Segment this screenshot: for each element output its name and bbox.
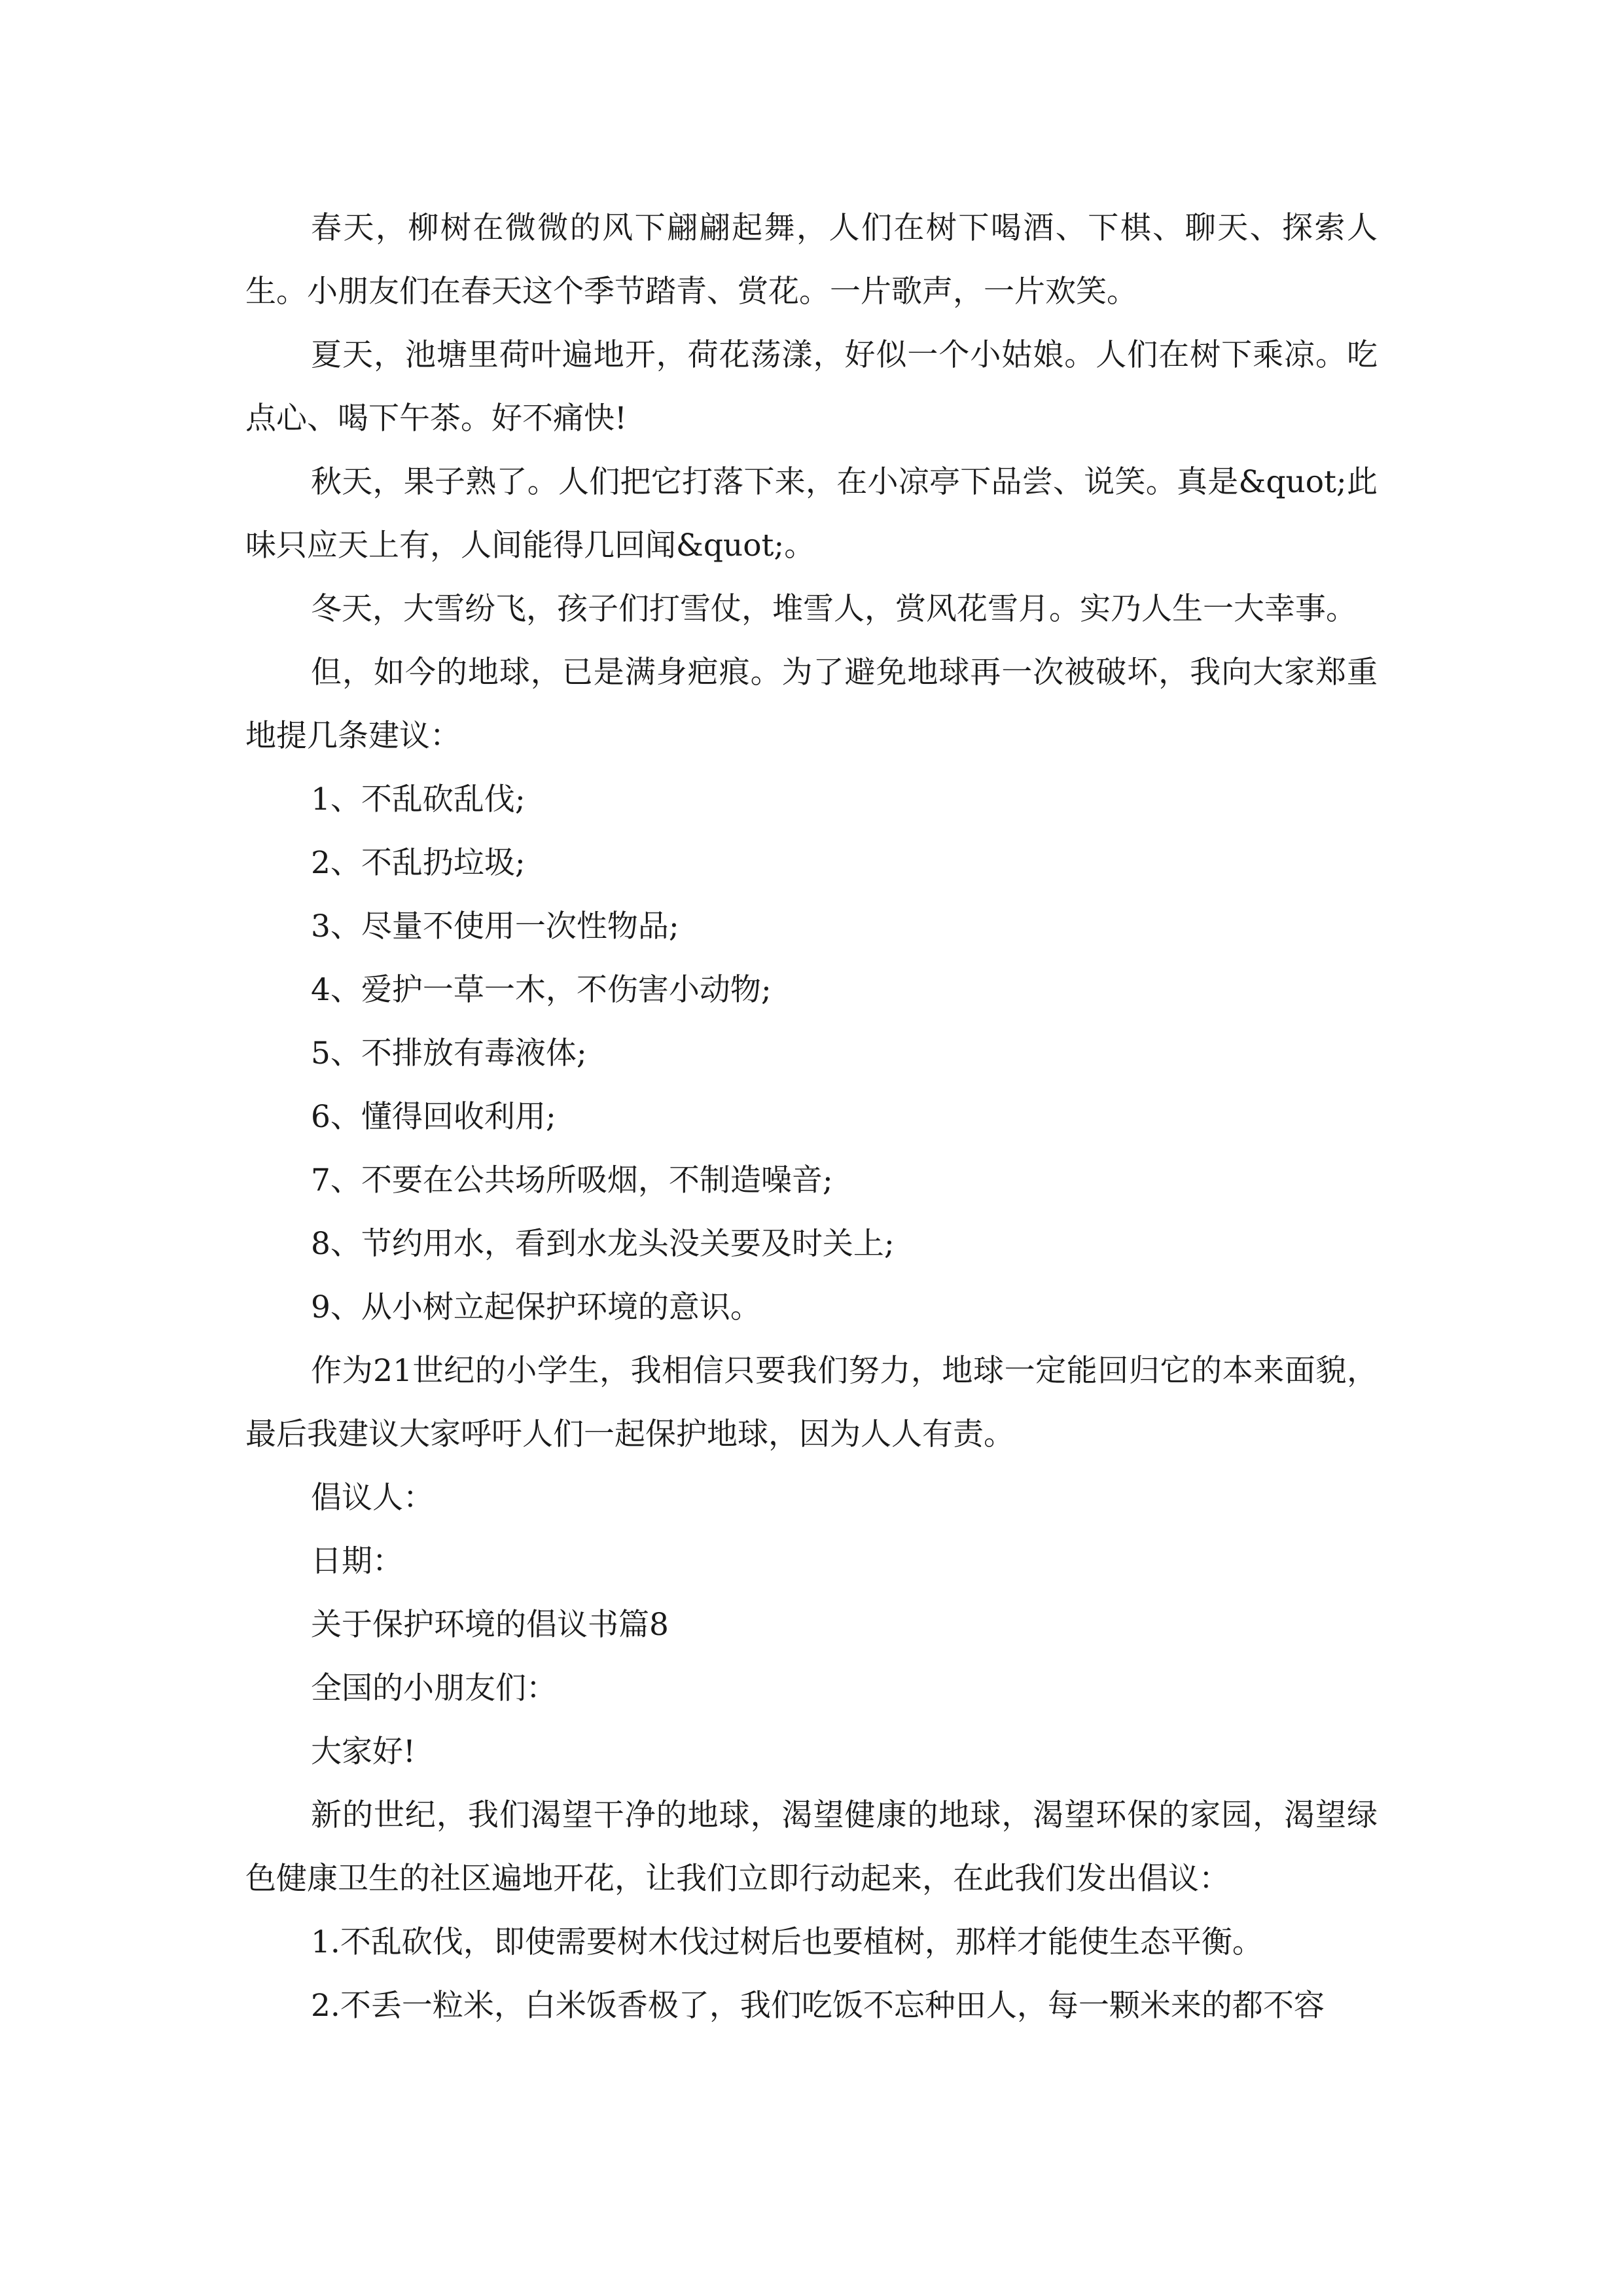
paragraph-summer: 夏天，池塘里荷叶遍地开，荷花荡漾，好似一个小姑娘。人们在树下乘凉。吃点心、喝下午茶。好不痛快! [245,337,1378,437]
list-item: 2、不乱扔垃圾; [311,845,526,881]
list-item: 6、懂得回收利用; [311,1099,556,1135]
paragraph-winter: 冬天，大雪纷飞，孩子们打雪仗，堆雪人，赏风花雪月。实乃人生一大幸事。 [311,591,1357,627]
list-item: 4、爱护一草一木，不伤害小动物; [311,972,772,1008]
paragraph-item-1: 1.不乱砍伐，即使需要树木伐过树后也要植树，那样才能使生态平衡。 [311,1924,1263,1960]
list-item: 8、节约用水，看到水龙头没关要及时关上; [311,1226,895,1262]
paragraph-new-century: 新的世纪，我们渴望干净的地球，渴望健康的地球，渴望环保的家园，渴望绿色健康卫生的社区遍地开花，让我们立即行动起来，在此我们发出倡议： [245,1797,1378,1897]
greeting: 全国的小朋友们： [311,1670,557,1706]
list-item: 5、不排放有毒液体; [311,1035,587,1071]
hello-line: 大家好! [311,1734,416,1770]
date-label: 日期： [311,1543,403,1579]
paragraph-autumn: 秋天，果子熟了。人们把它打落下来，在小凉亭下品尝、说笑。真是&quot;此味只应天上有，人间能得几回闻&quot;。 [245,464,1378,564]
document-body [245,196,1378,2037]
list-item: 3、尽量不使用一次性物品; [311,908,679,944]
list-item: 1、不乱砍乱伐; [311,781,526,817]
paragraph-intro-suggestions: 但，如今的地球，已是满身疤痕。为了避免地球再一次被破坏，我向大家郑重地提几条建议： [245,655,1378,754]
list-item: 7、不要在公共场所吸烟，不制造噪音; [311,1162,833,1198]
paragraph-spring: 春天，柳树在微微的风下翩翩起舞，人们在树下喝酒、下棋、聊天、探索人生。小朋友们在春天这个季节踏青、赏花。一片歌声，一片欢笑。 [245,210,1378,310]
paragraph-item-2: 2.不丢一粒米，白米饭香极了，我们吃饭不忘种田人，每一颗米来的都不容 [311,1988,1325,2024]
section-title: 关于保护环境的倡议书篇8 [311,1607,669,1643]
signer-label: 倡议人： [311,1480,434,1516]
list-item: 9、从小树立起保护环境的意识。 [311,1289,761,1325]
paragraph-closing: 作为21世纪的小学生，我相信只要我们努力，地球一定能回归它的本来面貌，最后我建议大家呼吁人们一起保护地球，因为人人有责。 [245,1353,1378,1452]
suggestion-list [245,768,1378,1339]
